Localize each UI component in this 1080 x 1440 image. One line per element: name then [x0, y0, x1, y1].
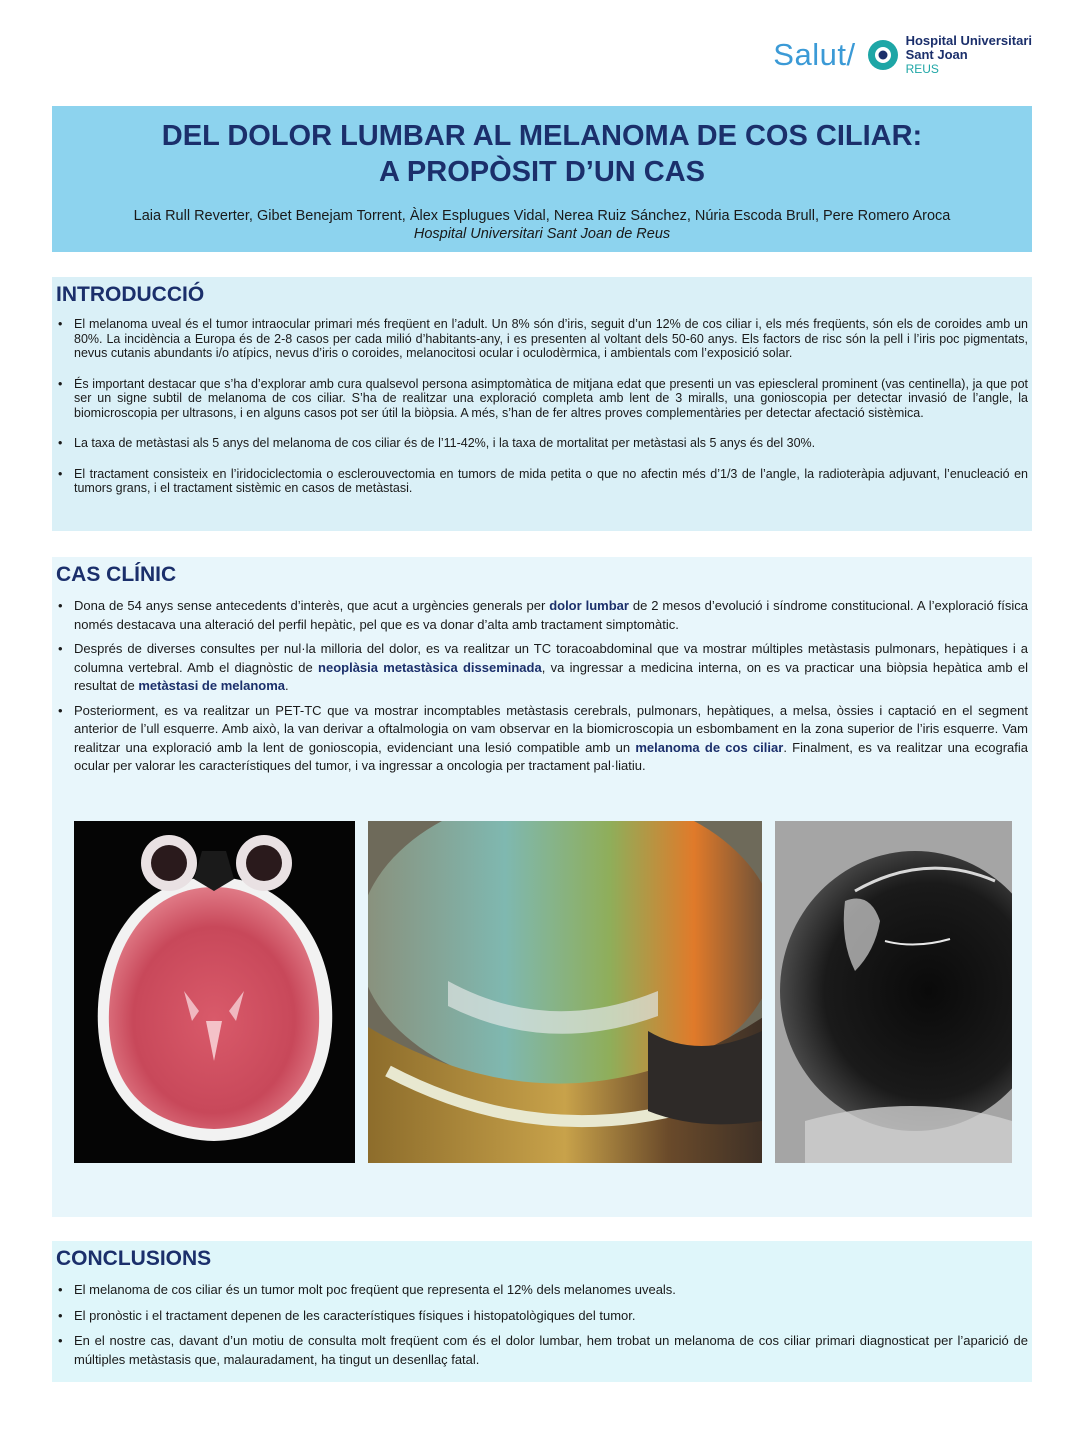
- logo-line2: Sant Joan: [905, 47, 968, 62]
- highlight-dolor-lumbar: dolor lumbar: [549, 598, 629, 613]
- gonioscopy-image: [368, 821, 762, 1163]
- text-run: .: [285, 678, 289, 693]
- cas-clinic-title: CAS CLÍNIC: [56, 563, 177, 586]
- poster-title: [52, 118, 1032, 190]
- text-run: de 2 mesos d’evolució i síndrome constitucional. A l’exploració física només destacava una alteració del perfil hepàtic, pel que es va donar d’alta amb tractament simptomàtic.: [74, 598, 1028, 632]
- cas-clinic-section: [52, 557, 1032, 1217]
- logo-text-block: [906, 34, 1032, 76]
- list-item: • El tractament consisteix en l’iridociclectomia o esclerouvectomia en tumors de mida petita o que no afectin més d’1/3 de l’angle, la radioteràpia adjuvant, l’enucleació en tumors grans, i el tractament sistèmic en casos de metàstasi.: [56, 467, 1028, 496]
- list-item: • El melanoma de cos ciliar és un tumor molt poc freqüent que representa el 12% dels melanomes uveals.: [56, 1281, 1028, 1300]
- conclusions-title: CONCLUSIONS: [56, 1247, 212, 1270]
- conclusions-list: [56, 1281, 1028, 1369]
- introduccio-section: [52, 277, 1032, 531]
- text-run: Posteriorment, es va realitzar un PET-TC que va mostrar incomptables metàstasis cerebrals, pulmonars, hepàtiques, a melsa, òssies i captació en el segment anterior de l’ull esquerre. Amb això, la van derivar a oftalmologia on vam observar en la biomicroscopia un esbombament en la zona superior de l’iris esquerre. Vam realitzar una exploració amb la lent de gonioscopia, evidenciant una lesió compatible amb un: [74, 702, 1028, 755]
- conclusions-section: [52, 1241, 1032, 1382]
- highlight-metastasi-melanoma: metàstasi de melanoma: [138, 678, 286, 693]
- logo-line1: Hospital Universitari: [905, 33, 1032, 48]
- title-line2: A PROPÒSIT D’UN CAS: [378, 156, 705, 188]
- logo-line3: REUS: [905, 62, 939, 76]
- introduccio-title: INTRODUCCIÓ: [56, 283, 205, 306]
- list-item: • En el nostre cas, davant d’un motiu de consulta molt freqüent com és el dolor lumbar, hem trobat un melanoma de cos ciliar primari diagnosticat per l’aparició de múltiples metàstasis que, malauradament, ha tingut un desenllaç fatal.: [56, 1332, 1028, 1369]
- list-item: • El pronòstic i el tractament depenen de les característiques físiques i histopatològiques del tumor.: [56, 1307, 1028, 1326]
- ocular-ultrasound-image: [775, 821, 1012, 1163]
- highlight-melanoma-cos-ciliar: melanoma de cos ciliar: [635, 739, 784, 755]
- list-item: • La taxa de metàstasi als 5 anys del melanoma de cos ciliar és de l’11-42%, i la taxa de mortalitat per metàstasi als 5 anys és del 30%.: [56, 436, 1028, 451]
- cas-clinic-list: [56, 597, 1028, 776]
- list-item: [56, 702, 1028, 776]
- title-line1: DEL DOLOR LUMBAR AL MELANOMA DE COS CILIAR:: [161, 120, 923, 152]
- text-run: , va ingressar a medicina interna, on es va practicar una biòpsia hepàtica amb el resultat de: [74, 659, 1028, 693]
- text-run: . Finalment, es va realitzar una ecografia ocular per valorar les característiques del tumor, i va ingressar a oncologia per tractament pal·liatiu.: [74, 739, 1028, 773]
- list-item: • És important destacar que s’ha d’explorar amb cura qualsevol persona asimptomàtica de mitjana edat que presenti un vas epiescleral prominent (vas centinella), ja que pot ser un signe subtil de melanoma de cos ciliar. S’ha de realitzar una exploració completa amb lent de 3 miralls, una gonioscopia per detectar invasió de l’angle, la biomicroscopia per ultrasons, i en alguns casos pot ser útil la biòpsia. A més, s’han de fer altres proves complementàries per detectar afectació sistèmica.: [56, 377, 1028, 421]
- institution: Hospital Universitari Sant Joan de Reus: [413, 226, 671, 242]
- text-run: Després de diverses consultes per nul·la milloria del dolor, es va realitzar un TC toracoabdominal que va mostrar múltiples metàstasis pulmonars, hepàtiques i a columna vertebral. Amb el diagnòstic de: [74, 641, 1028, 675]
- poster-header: [52, 106, 1032, 252]
- text-run: Dona de 54 anys sense antecedents d’interès, que acut a urgències generals per: [74, 598, 550, 613]
- ct-brain-image: [74, 821, 355, 1163]
- hospital-emblem-icon: [866, 38, 900, 72]
- introduccio-list: [56, 317, 1028, 496]
- list-item: [56, 597, 1028, 634]
- logo-salut-text: Salut/: [773, 37, 856, 72]
- list-item: [56, 640, 1028, 696]
- highlight-neoplasia: neoplàsia metastàsica disseminada: [318, 659, 542, 675]
- authors: Laia Rull Reverter, Gibet Benejam Torrent, Àlex Esplugues Vidal, Nerea Ruiz Sánchez, Núria Escoda Brull, Pere Romero Aroca: [133, 208, 951, 224]
- hospital-logo: [773, 34, 1032, 76]
- list-item: • El melanoma uveal és el tumor intraocular primari més freqüent en l’adult. Un 8% són d’iris, seguit d’un 12% de cos ciliar i, els més freqüents, són els de coroides amb un 80%. La incidència a Europa és de 2-8 casos per cada milió d’habitants-any, i es presenten al voltant dels 50-60 anys. Els factors de risc són la pell i l’iris poc pigmentats, nevus cutanis abundants i/o atípics, nevus d’iris o coroides, melanocitosi ocular i oculodèrmica, i ambientals com l’exposició solar.: [56, 317, 1028, 361]
